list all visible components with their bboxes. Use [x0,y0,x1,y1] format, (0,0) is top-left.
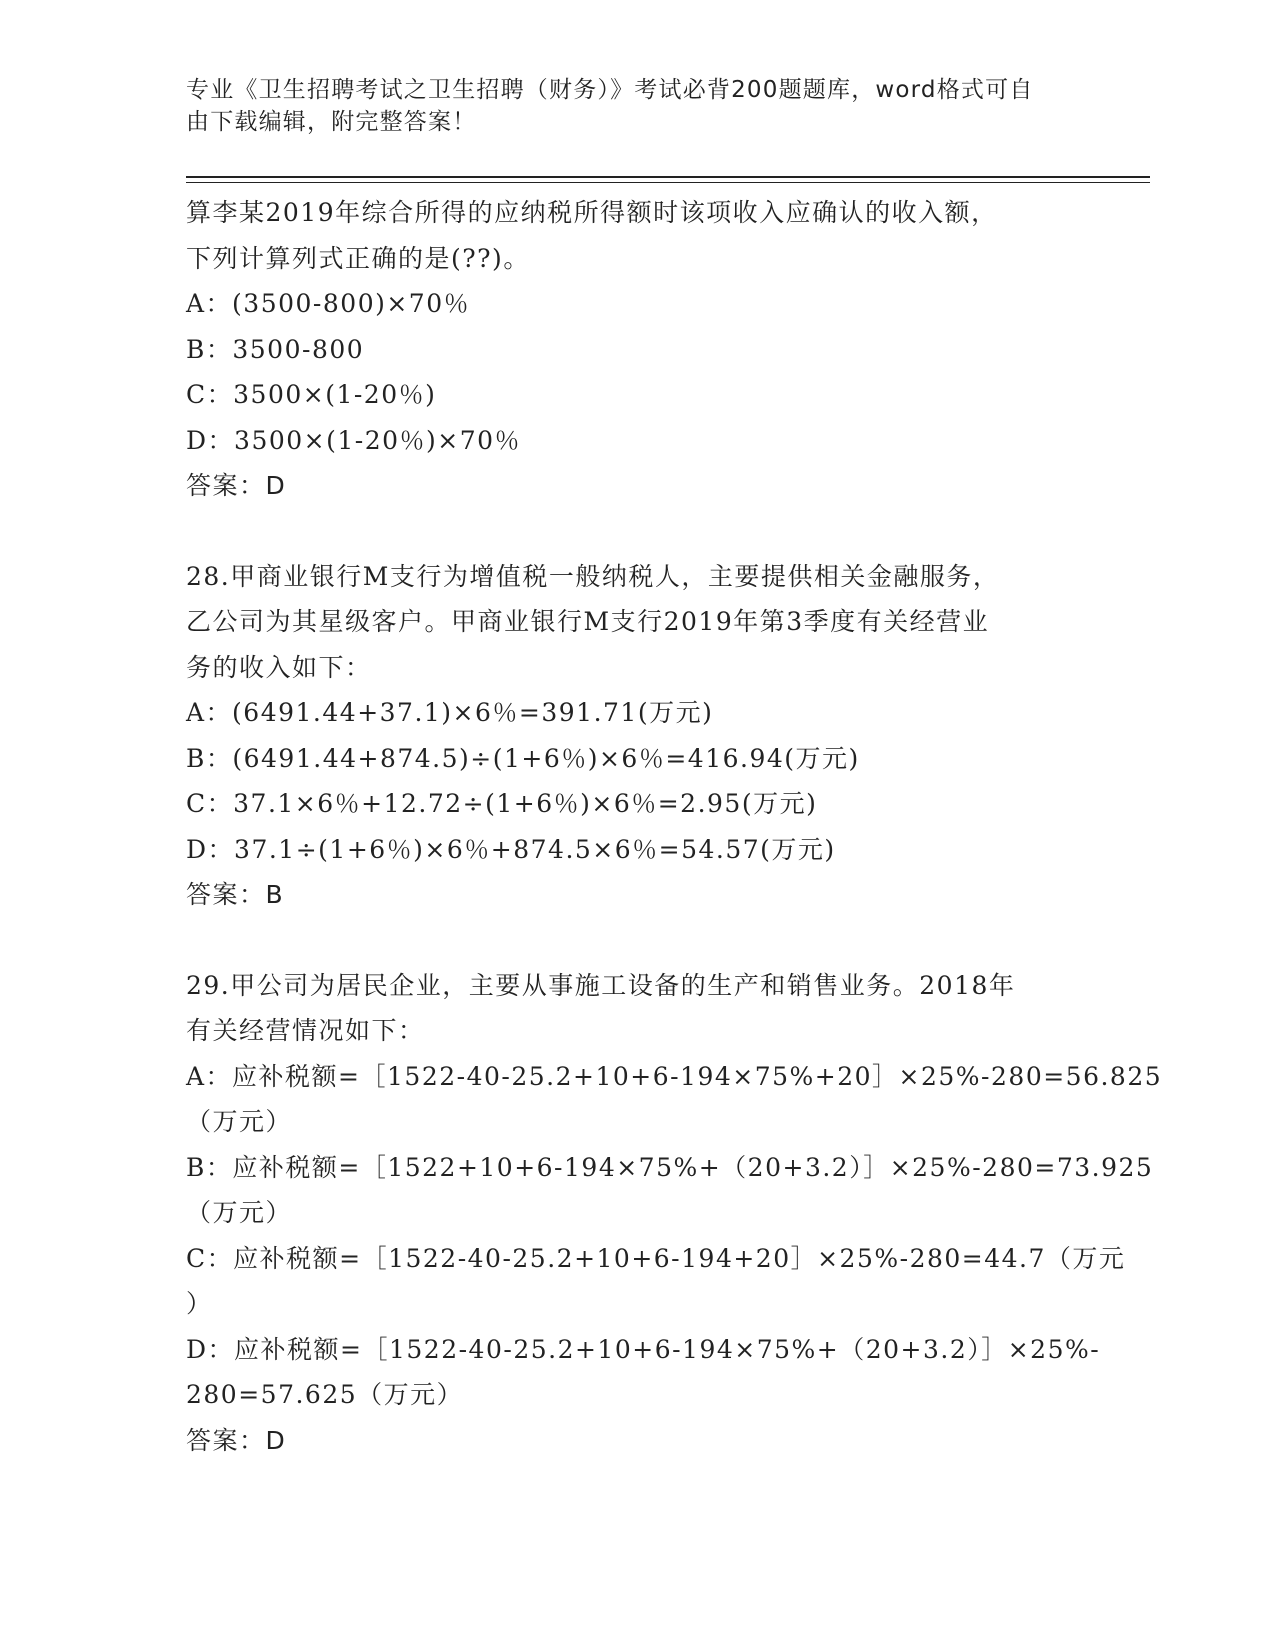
question-28-option-a: A：(6491.44+37.1)×6％=391.71(万元) [186,698,714,727]
question-27-option-d: D：3500×(1-20％)×70％ [186,425,522,455]
question-27-option-b: B：3500-800 [186,334,365,364]
question-27 [186,190,1086,509]
question-27-option-c: C：3500×(1-20％) [186,380,437,409]
question-28-option-b: B：(6491.44+874.5)÷(1+6％)×6％=416.94(万元) [186,743,860,773]
question-28-option-d: D：37.1÷(1+6％)×6％+874.5×6％=54.57(万元) [186,834,836,864]
header-line-2: 由下载编辑，附完整答案！ [186,109,477,135]
header-divider-thin [186,182,1150,183]
question-27-stem-line-1: 算李某2019年综合所得的应纳税所得额时该项收入应确认的收入额， [186,198,998,227]
question-29-option-a-line-2: （万元） [186,1107,293,1136]
question-29-option-d-line-1: D：应补税额=［1522-40-25.2+10+6-194×75%+（20+3.2）］×25%- [186,1334,1101,1364]
question-29-answer: 答案：D [186,1425,287,1455]
question-28 [186,554,1086,918]
question-29-stem-line-1: 29.甲公司为居民企业，主要从事施工设备的生产和销售业务。2018年 [186,970,1016,1000]
question-29-option-c-line-2: ） [186,1289,213,1318]
question-28-stem-line-3: 务的收入如下： [186,652,372,682]
question-29-option-c-line-1: C：应补税额=［1522-40-25.2+10+6-194+20］×25%-280=44.7（万元 [186,1243,1126,1273]
question-list [186,190,1163,1463]
question-28-stem-line-1: 28.甲商业银行M支行为增值税一般纳税人，主要提供相关金融服务， [186,561,1000,591]
question-spacer [186,509,1086,554]
question-29-stem-line-2: 有关经营情况如下： [186,1016,425,1045]
question-27-answer: 答案：D [186,471,287,500]
question-28-answer: 答案：B [186,880,285,909]
question-29-option-b-line-2: （万元） [186,1198,293,1227]
header-divider-thick [186,176,1150,178]
question-28-option-c: C：37.1×6％+12.72÷(1+6％)×6％=2.95(万元) [186,789,818,818]
question-29-option-b-line-1: B：应补税额=［1522+10+6-194×75%+（20+3.2）］×25%-280=73.925 [186,1152,1154,1182]
question-27-stem-line-2: 下列计算列式正确的是(??)。 [186,243,530,273]
question-28-stem-line-2: 乙公司为其星级客户。甲商业银行M支行2019年第3季度有关经营业 [186,607,990,636]
document-header [186,74,1066,138]
question-27-option-a: A：(3500-800)×70％ [186,289,471,318]
question-29 [186,963,1163,1464]
question-29-option-d-line-2: 280=57.625（万元） [186,1380,464,1409]
question-29-option-a-line-1: A：应补税额=［1522-40-25.2+10+6-194×75%+20］×25%-280=56.825 [186,1061,1163,1091]
question-spacer [186,918,1086,963]
header-line-1: 专业《卫生招聘考试之卫生招聘（财务）》考试必背200题题库，word格式可自 [186,77,1034,103]
